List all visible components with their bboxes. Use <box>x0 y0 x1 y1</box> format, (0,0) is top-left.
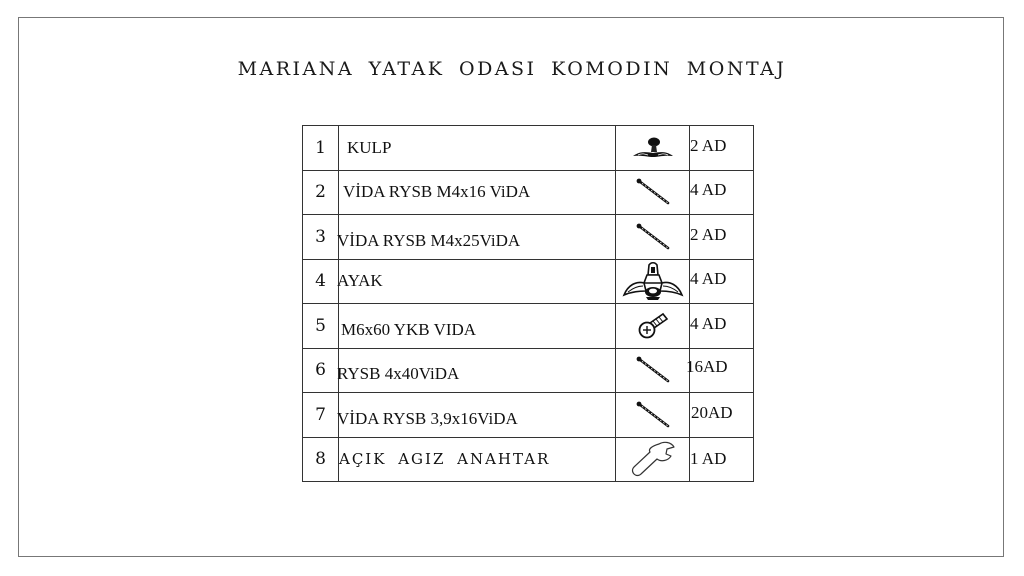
part-quantity-text: 4 AD <box>690 269 727 289</box>
part-quantity <box>690 215 754 260</box>
part-number: 7 <box>303 393 339 438</box>
part-name-text: AYAK <box>337 271 383 291</box>
part-image-cell <box>616 215 690 260</box>
part-image-cell <box>616 259 690 304</box>
part-quantity <box>690 126 754 171</box>
part-number: 6 <box>303 348 339 393</box>
page-title: MARIANA YATAK ODASI KOMODIN MONTAJ <box>237 58 787 80</box>
part-name-text: VİDA RYSB M4x25ViDA <box>337 230 521 250</box>
table-row <box>303 126 754 171</box>
part-image-cell <box>616 393 690 438</box>
part-name-text: AÇIK AGIZ ANAHTAR <box>339 450 551 469</box>
part-image-cell <box>616 304 690 349</box>
foot-icon <box>622 261 684 301</box>
part-name-text: M6x60 YKB VIDA <box>341 319 477 339</box>
part-image-cell <box>616 348 690 393</box>
part-number: 2 <box>303 170 339 215</box>
part-quantity-text: 2 AD <box>690 224 727 244</box>
part-quantity <box>690 437 754 482</box>
part-image-cell <box>616 170 690 215</box>
table-row <box>303 437 754 482</box>
part-quantity-text: 16AD <box>686 357 728 377</box>
part-quantity <box>686 348 754 393</box>
part-quantity-text: 4 AD <box>690 180 727 200</box>
screw-icon <box>633 178 673 206</box>
part-name-text: VİDA RYSB 3,9x16ViDA <box>337 408 518 428</box>
part-number: 1 <box>303 126 339 171</box>
part-number: 8 <box>303 437 339 482</box>
part-number: 3 <box>303 215 339 260</box>
part-quantity <box>690 304 754 349</box>
part-quantity-text: 20AD <box>691 402 733 422</box>
part-name <box>339 215 616 260</box>
part-image-cell <box>616 437 690 482</box>
part-number: 5 <box>303 304 339 349</box>
table-row <box>303 170 754 215</box>
handle-icon <box>630 135 676 161</box>
screw-icon <box>633 356 673 384</box>
part-name <box>339 259 616 304</box>
screw-icon <box>633 401 673 429</box>
part-name <box>339 304 616 349</box>
part-name <box>339 437 616 482</box>
part-quantity <box>690 170 754 215</box>
part-quantity <box>690 393 754 438</box>
part-quantity-text: 2 AD <box>690 135 727 155</box>
table-row <box>303 348 754 393</box>
part-quantity-text: 4 AD <box>690 313 727 333</box>
parts-table <box>302 125 754 482</box>
wrench-icon <box>630 440 676 478</box>
part-name <box>339 348 616 393</box>
part-name-text: VİDA RYSB M4x16 ViDA <box>343 182 531 202</box>
part-quantity-text: 1 AD <box>690 449 727 469</box>
part-name-text: KULP <box>347 137 392 157</box>
table-row <box>303 215 754 260</box>
part-quantity <box>690 259 754 304</box>
screw-icon <box>633 223 673 251</box>
part-name-text: RYSB 4x40ViDA <box>337 364 460 384</box>
part-name <box>339 170 616 215</box>
table-row <box>303 259 754 304</box>
part-number: 4 <box>303 259 339 304</box>
table-row <box>303 393 754 438</box>
bolt-icon <box>636 311 670 341</box>
table-row <box>303 304 754 349</box>
part-name <box>339 393 616 438</box>
part-image-cell <box>616 126 690 171</box>
part-name <box>339 126 616 171</box>
